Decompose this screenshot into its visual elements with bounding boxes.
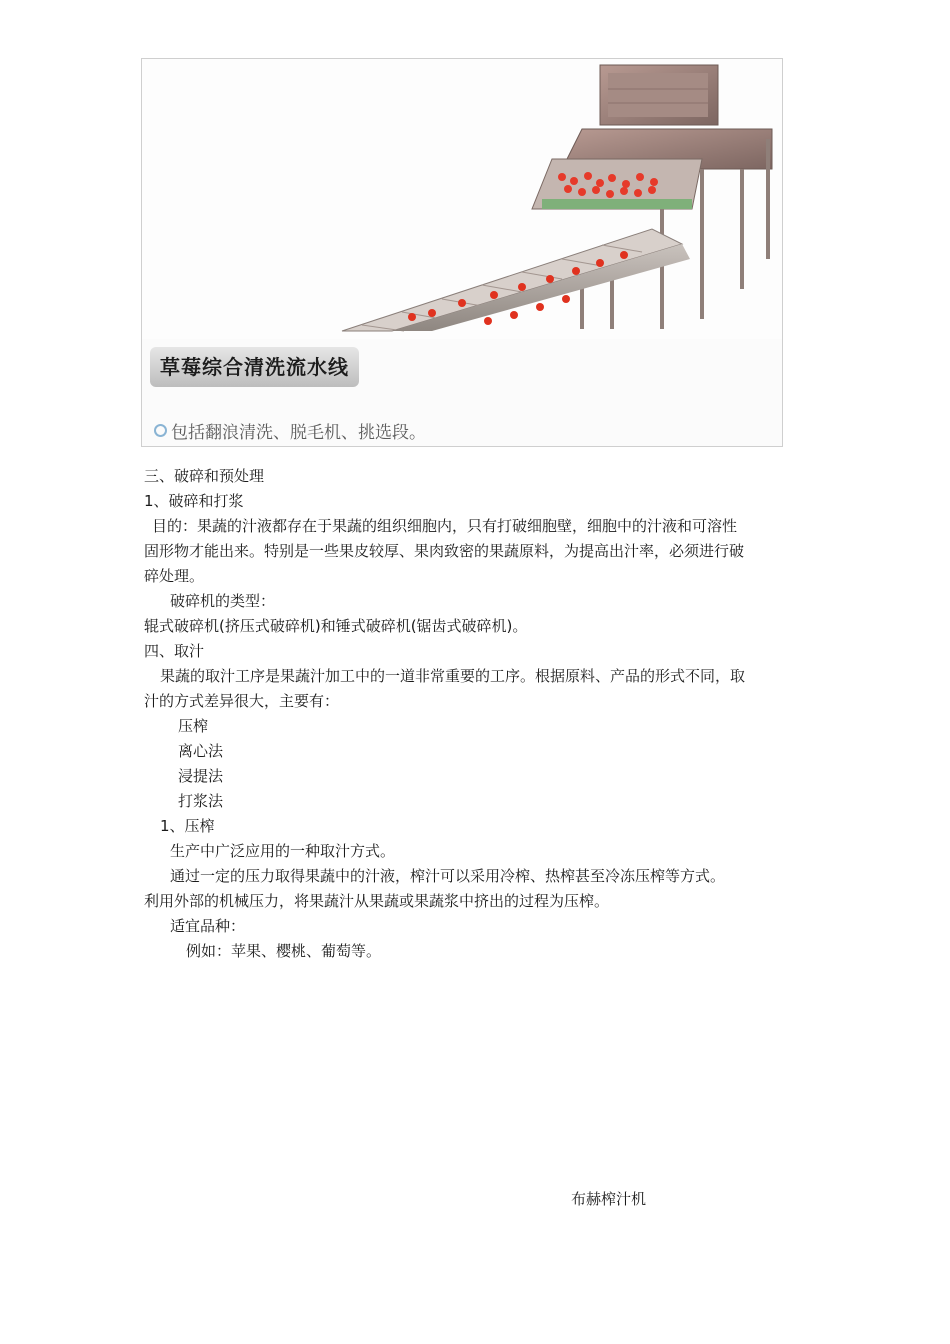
paragraph-purpose-line-1: 目的：果蔬的汁液都存在于果蔬的组织细胞内，只有打破细胞壁，细胞中的汁液和可溶性: [152, 517, 738, 535]
figure-subtitle-text: 包括翻浪清洗、脱毛机、挑选段。: [171, 423, 426, 443]
paragraph-pressing-line-3: 利用外部的机械压力，将果蔬汁从果蔬或果蔬浆中挤出的过程为压榨。: [144, 892, 610, 910]
paragraph-extraction-line-1: 果蔬的取汁工序是果蔬汁加工中的一道非常重要的工序。根据原料、产品的形式不同，取: [160, 667, 746, 685]
figure-subtitle: [154, 422, 426, 444]
figure-title: 草莓综合清洗流水线: [150, 347, 359, 387]
method-item-pulping: 打浆法: [178, 792, 224, 810]
bucher-press-caption: 布赫榨汁机: [571, 1190, 647, 1208]
method-item-centrifuge: 离心法: [178, 742, 224, 760]
method-item-pressing: 压榨: [178, 717, 209, 735]
paragraph-purpose-line-2: 固形物才能出来。特别是一些果皮较厚、果肉致密的果蔬原料，为提高出汁率，必须进行破: [144, 542, 745, 560]
crusher-types-label: 破碎机的类型：: [170, 592, 276, 610]
subheading-pressing: 1、压榨: [160, 817, 215, 835]
paragraph-pressing-line-1: 生产中广泛应用的一种取汁方式。: [170, 842, 396, 860]
paragraph-extraction-line-2: 汁的方式差异很大，主要有：: [144, 692, 340, 710]
section-heading-extraction: 四、取汁: [144, 642, 205, 660]
strawberry-washing-line-figure: [141, 58, 783, 447]
crusher-types-list: 辊式破碎机(挤压式破碎机)和锤式破碎机(锯齿式破碎机)。: [144, 617, 528, 635]
washing-line-illustration: [142, 59, 782, 446]
circle-bullet-icon: [154, 424, 167, 437]
suitable-varieties-label: 适宜品种：: [170, 917, 246, 935]
suitable-varieties-examples: 例如：苹果、樱桃、葡萄等。: [186, 942, 382, 960]
paragraph-purpose-line-3: 碎处理。: [144, 567, 205, 585]
section-heading-crushing: 三、破碎和预处理: [144, 467, 265, 485]
paragraph-pressing-line-2: 通过一定的压力取得果蔬中的汁液，榨汁可以采用冷榨、热榨甚至冷冻压榨等方式。: [170, 867, 726, 885]
subheading-crushing-pulping: 1、破碎和打浆: [144, 492, 244, 510]
method-item-leaching: 浸提法: [178, 767, 224, 785]
